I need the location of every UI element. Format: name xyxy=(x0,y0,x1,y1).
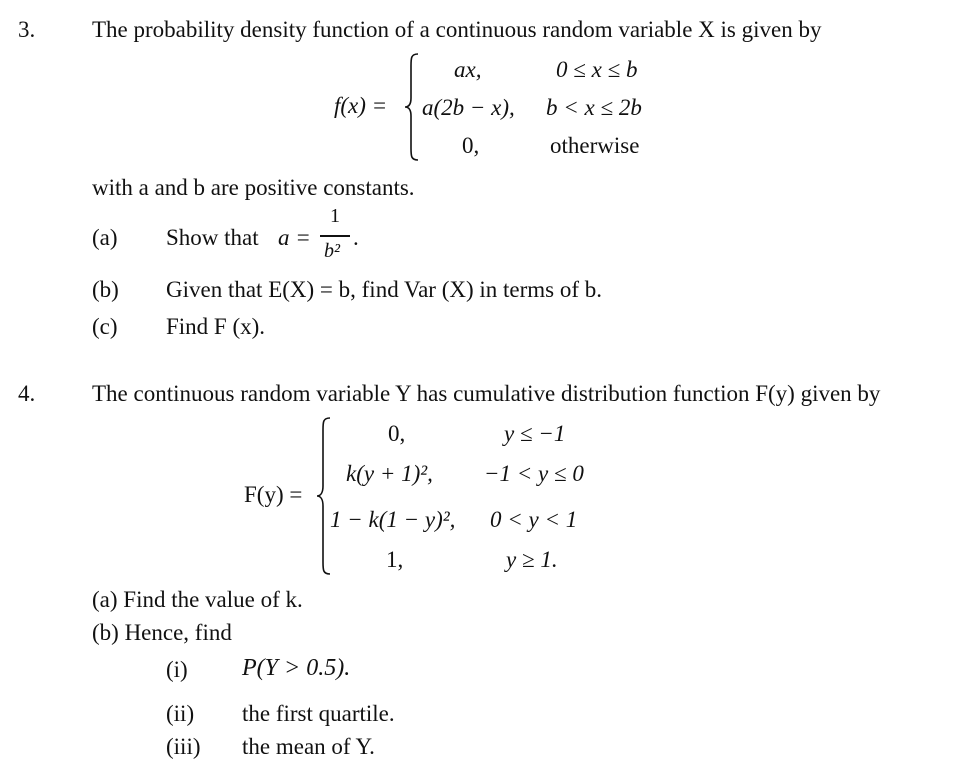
q3a-end: . xyxy=(353,225,359,250)
q3c-label: (c) xyxy=(92,314,118,339)
q3a-fraction-bar xyxy=(320,235,350,237)
q3-case1-expr: ax, xyxy=(454,57,482,82)
q3-with-line: with a and b are positive constants. xyxy=(92,175,415,200)
q4-case4-cond: y ≥ 1. xyxy=(506,547,558,572)
q4b-i-label: (i) xyxy=(166,657,188,682)
q3b-label: (b) xyxy=(92,277,119,302)
q3a-label: (a) xyxy=(92,225,118,250)
q4-intro: The continuous random variable Y has cumulative distribution function F(y) given by xyxy=(92,381,881,406)
q4b-i-text: P(Y > 0.5). xyxy=(242,655,351,681)
q3-left-brace xyxy=(404,52,420,162)
q3-f-lhs: f(x) = xyxy=(334,93,388,118)
q4-case3-cond: 0 < y < 1 xyxy=(490,507,578,532)
q4-case1-cond: y ≤ −1 xyxy=(504,421,566,446)
q4b-iii-text: the mean of Y. xyxy=(242,734,375,759)
q3-case2-expr: a(2b − x), xyxy=(422,95,515,120)
q3-intro: The probability density function of a continuous random variable X is given by xyxy=(92,17,822,42)
q4b-text: (b) Hence, find xyxy=(92,620,232,645)
q3a-fraction xyxy=(320,206,350,226)
q3a-den: b² xyxy=(324,240,340,262)
q3-case3-cond: otherwise xyxy=(550,133,640,158)
q3-case2-cond: b < x ≤ 2b xyxy=(546,95,642,120)
q3-number: 3. xyxy=(18,17,36,42)
q4-case2-expr: k(y + 1)², xyxy=(346,461,433,486)
q4-case1-expr: 0, xyxy=(388,421,406,446)
q4-case2-cond: −1 < y ≤ 0 xyxy=(484,461,584,486)
q4-case4-expr: 1, xyxy=(386,547,404,572)
q3-case3-expr: 0, xyxy=(462,133,480,158)
q3a-text: Show that xyxy=(166,225,259,250)
q4b-iii-label: (iii) xyxy=(166,734,201,759)
q3a-num: 1 xyxy=(330,205,340,227)
q4b-ii-label: (ii) xyxy=(166,701,195,726)
q3b-text: Given that E(X) = b, find Var (X) in terms of b. xyxy=(166,277,603,302)
q4-number: 4. xyxy=(18,381,36,406)
q4-f-lhs: F(y) = xyxy=(244,482,303,507)
q4a-text: (a) Find the value of k. xyxy=(92,587,303,612)
q3c-text: Find F (x). xyxy=(166,314,266,339)
q3a-lhs: a = xyxy=(278,225,311,250)
q4-left-brace xyxy=(316,416,332,576)
q4-case3-expr: 1 − k(1 − y)², xyxy=(330,507,456,532)
q4b-ii-text: the first quartile. xyxy=(242,701,395,726)
q3-case1-cond: 0 ≤ x ≤ b xyxy=(556,57,638,82)
